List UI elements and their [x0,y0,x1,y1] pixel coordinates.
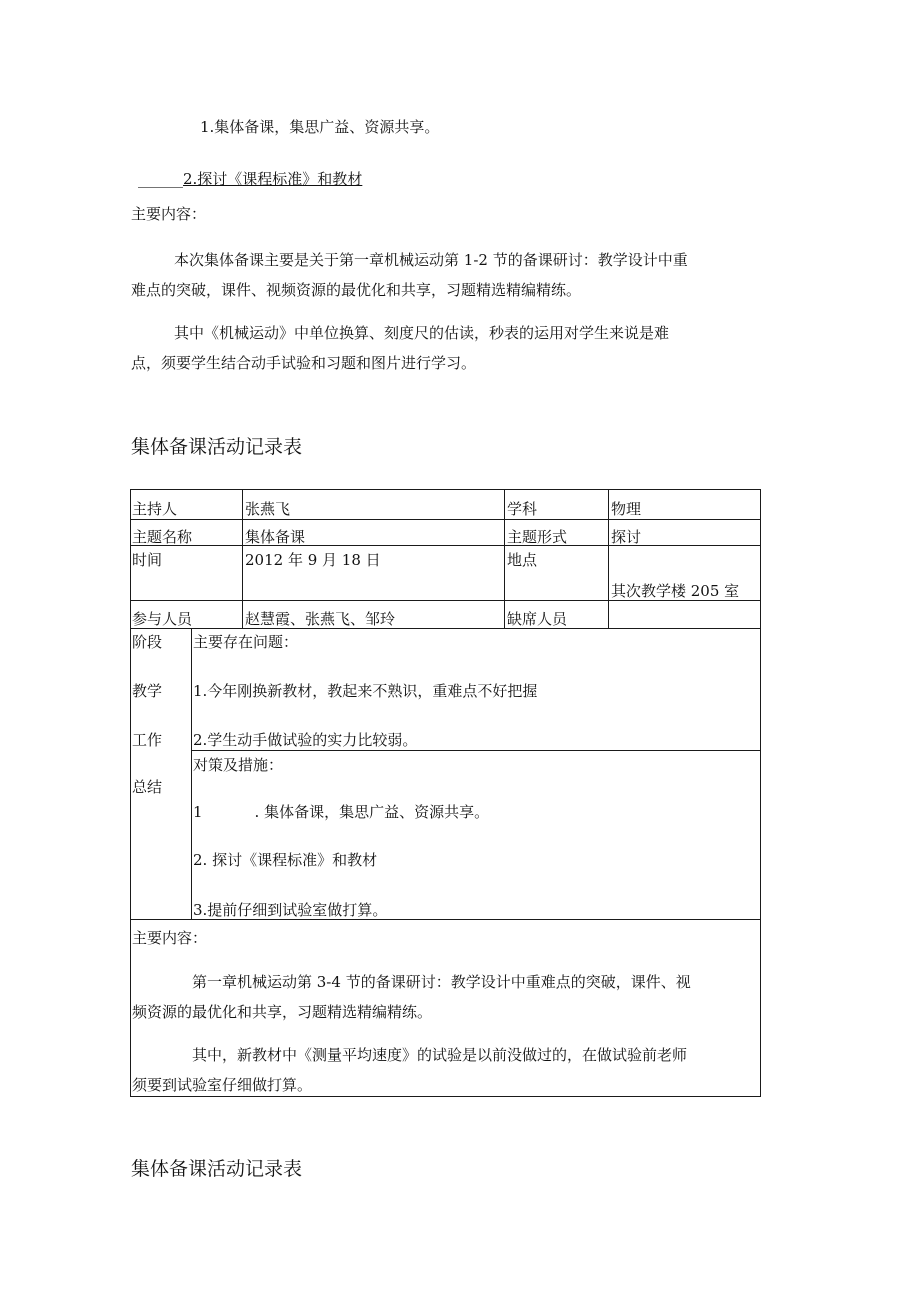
host-label: 主持人 [132,500,178,518]
table-rule [130,545,761,546]
content-paragraph-1 [132,967,758,1027]
content-label: 主要内容： [132,929,208,947]
table-border-left [130,489,131,1097]
intro-item-2-prefix: ______ [138,170,183,188]
host-value: 张燕飞 [245,500,291,518]
measures-heading: 对策及措施： [193,756,284,774]
table-rule [130,628,761,629]
subject-label: 学科 [507,500,538,518]
intro-item-2-text: 2.探讨《课程标准》和教材 [183,170,363,188]
intro-paragraph-2 [131,318,771,378]
stage-label-1: 阶段 [132,633,163,651]
table-rule [242,489,243,629]
stage-label-4: 总结 [132,778,163,796]
problems-heading: 主要存在问题： [193,633,299,651]
problem-item-1: 1.今年刚换新教材，教起来不熟识，重难点不好把握 [193,682,538,700]
intro-paragraph-1-line-1: 本次集体备课主要是关于第一章机械运动第 1-2 节的备课研讨：教学设计中重 [174,251,688,269]
measure-item-1-number: 1 [193,803,203,821]
problem-item-2: 2.学生动手做试验的实力比较弱。 [193,731,418,749]
topic-value: 集体备课 [245,528,306,546]
content-paragraph-2-line-2: 须要到试验室仔细做打算。 [132,1076,313,1094]
participants-value: 赵慧霞、张燕飞、邹玲 [245,610,396,628]
content-paragraph-2-line-1: 其中，新教材中《测量平均速度》的试验是以前没做过的，在做试验前老师 [192,1046,688,1064]
second-table-title: 集体备课活动记录表 [131,1158,303,1180]
intro-item-2 [138,168,362,189]
table-rule [191,628,192,920]
form-value: 探讨 [611,528,642,546]
measure-item-2: 2. 探讨《课程标准》和教材 [193,851,378,869]
time-label: 时间 [132,551,163,569]
content-paragraph-1-line-2: 频资源的最优化和共享，习题精选精编精练。 [132,1003,433,1021]
intro-paragraph-1-line-2: 难点的突破，课件、视频资源的最优化和共享，习题精选精编精练。 [131,281,582,299]
content-paragraph-1-line-1: 第一章机械运动第 3-4 节的备课研讨：教学设计中重难点的突破，课件、视 [192,973,691,991]
subject-value: 物理 [611,500,642,518]
stage-label-3: 工作 [132,731,163,749]
place-label: 地点 [507,551,538,569]
table-border-top [130,489,761,490]
content-paragraph-2 [132,1040,758,1100]
absent-label: 缺席人员 [507,610,568,628]
intro-paragraph-1 [131,245,771,305]
participants-label: 参与人员 [132,610,193,628]
topic-label: 主题名称 [132,528,193,546]
measure-item-1 [193,801,489,822]
table-rule [130,519,761,520]
intro-paragraph-2-line-1: 其中《机械运动》中单位换算、刻度尺的估读，秒表的运用对学生来说是难 [174,324,670,342]
measure-item-3: 3.提前仔细到试验室做打算。 [193,901,388,919]
stage-label-2: 教学 [132,682,163,700]
measure-item-1-text: . 集体备课，集思广益、资源共享。 [254,803,490,821]
table-border-right [760,489,761,1097]
table-rule [504,489,505,629]
time-value: 2012 年 9 月 18 日 [245,551,381,569]
table-rule [608,489,609,629]
record-table-title: 集体备课活动记录表 [131,436,303,458]
intro-item-1: 1.集体备课，集思广益、资源共享。 [200,118,440,136]
intro-paragraph-2-line-2: 点，须要学生结合动手试验和习题和图片进行学习。 [131,354,477,372]
table-rule [191,750,761,751]
intro-main-label: 主要内容： [131,205,207,223]
form-label: 主题形式 [507,528,568,546]
place-value: 其次教学楼 205 室 [611,582,740,600]
